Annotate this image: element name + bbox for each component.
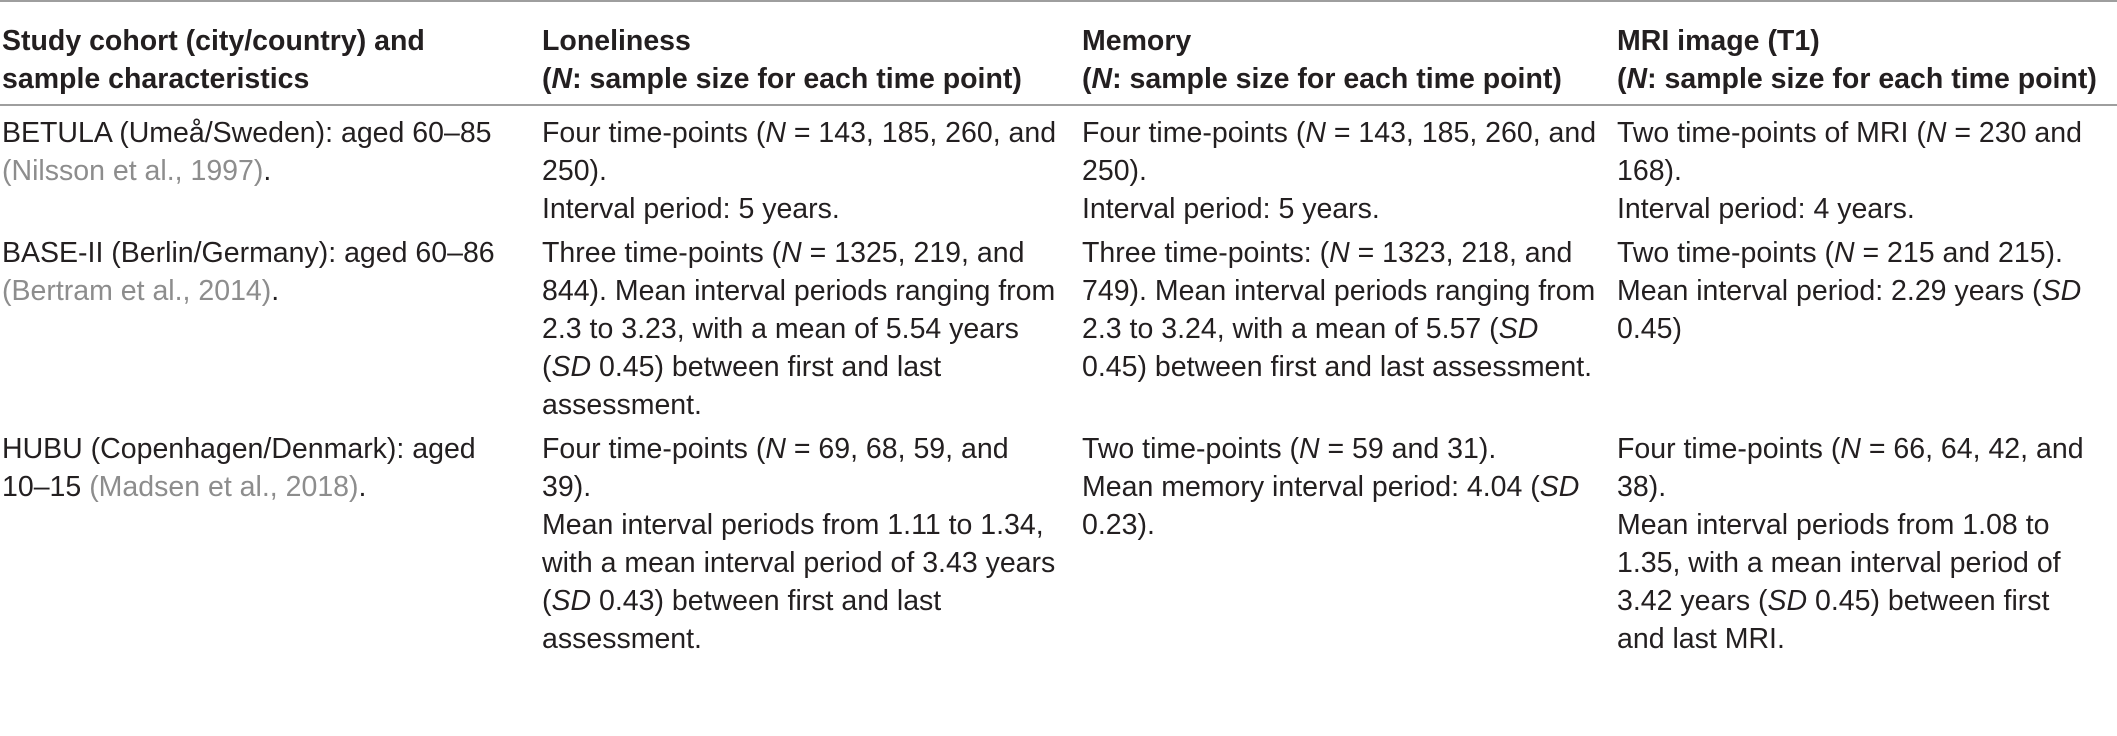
cell-memory: Two time-points (N = 59 and 31). Mean memory interval period: 4.04 (SD 0.23). xyxy=(1082,433,1580,541)
citation-link[interactable]: (Bertram et al., 2014) xyxy=(2,275,272,307)
citation-link[interactable]: (Madsen et al., 2018) xyxy=(89,471,359,503)
cell-cohort: BETULA (Umeå/Sweden): aged 60–85 (Nilsson et al., 1997). xyxy=(2,117,492,187)
cell-cohort: HUBU (Copenhagen/Denmark): aged 10–15 (Madsen et al., 2018). xyxy=(2,433,476,503)
header-mri xyxy=(1617,1,2117,105)
header-memory xyxy=(1082,1,1617,105)
header-loneliness-sub: (N: sample size for each time point) xyxy=(542,63,1022,95)
table-row xyxy=(0,424,2117,658)
table-row xyxy=(0,228,2117,424)
header-cohort-text: Study cohort (city/country) and sample characteristics xyxy=(2,25,425,95)
table-header-row xyxy=(0,1,2117,105)
header-loneliness-title: Loneliness xyxy=(542,25,691,57)
header-cohort xyxy=(0,1,542,105)
table-row xyxy=(0,105,2117,228)
header-mri-title: MRI image (T1) xyxy=(1617,25,1820,57)
header-loneliness xyxy=(542,1,1082,105)
citation-link[interactable]: (Nilsson et al., 1997) xyxy=(2,155,264,187)
cell-cohort: BASE-II (Berlin/Germany): aged 60–86 (Bertram et al., 2014). xyxy=(2,237,495,307)
cell-mri: Two time-points of MRI (N = 230 and 168). Interval period: 4 years. xyxy=(1617,117,2082,225)
cell-loneliness: Three time-points (N = 1325, 219, and 844). Mean interval periods ranging from 2.3 to 3.23, with a mean of 5.54 years (SD 0.45) between first and last assessment. xyxy=(542,237,1056,421)
cell-memory: Four time-points (N = 143, 185, 260, and 250). Interval period: 5 years. xyxy=(1082,117,1597,225)
cell-mri: Four time-points (N = 66, 64, 42, and 38). Mean interval periods from 1.08 to 1.35, with a mean interval period of 3.42 years (SD 0.45) between first and last MRI. xyxy=(1617,433,2084,655)
cell-loneliness: Four time-points (N = 143, 185, 260, and 250). Interval period: 5 years. xyxy=(542,117,1057,225)
header-memory-sub: (N: sample size for each time point) xyxy=(1082,63,1562,95)
cell-loneliness: Four time-points (N = 69, 68, 59, and 39). Mean interval periods from 1.11 to 1.34, with a mean interval period of 3.43 years (SD 0.43) between first and last assessment. xyxy=(542,433,1056,655)
cell-mri: Two time-points (N = 215 and 215). Mean interval period: 2.29 years (SD 0.45) xyxy=(1617,237,2082,345)
header-mri-sub: (N: sample size for each time point) xyxy=(1617,63,2097,95)
header-memory-title: Memory xyxy=(1082,25,1192,57)
cell-memory: Three time-points: (N = 1323, 218, and 749). Mean interval periods ranging from 2.3 to 3.24, with a mean of 5.57 (SD 0.45) between first and last assessment. xyxy=(1082,237,1596,383)
